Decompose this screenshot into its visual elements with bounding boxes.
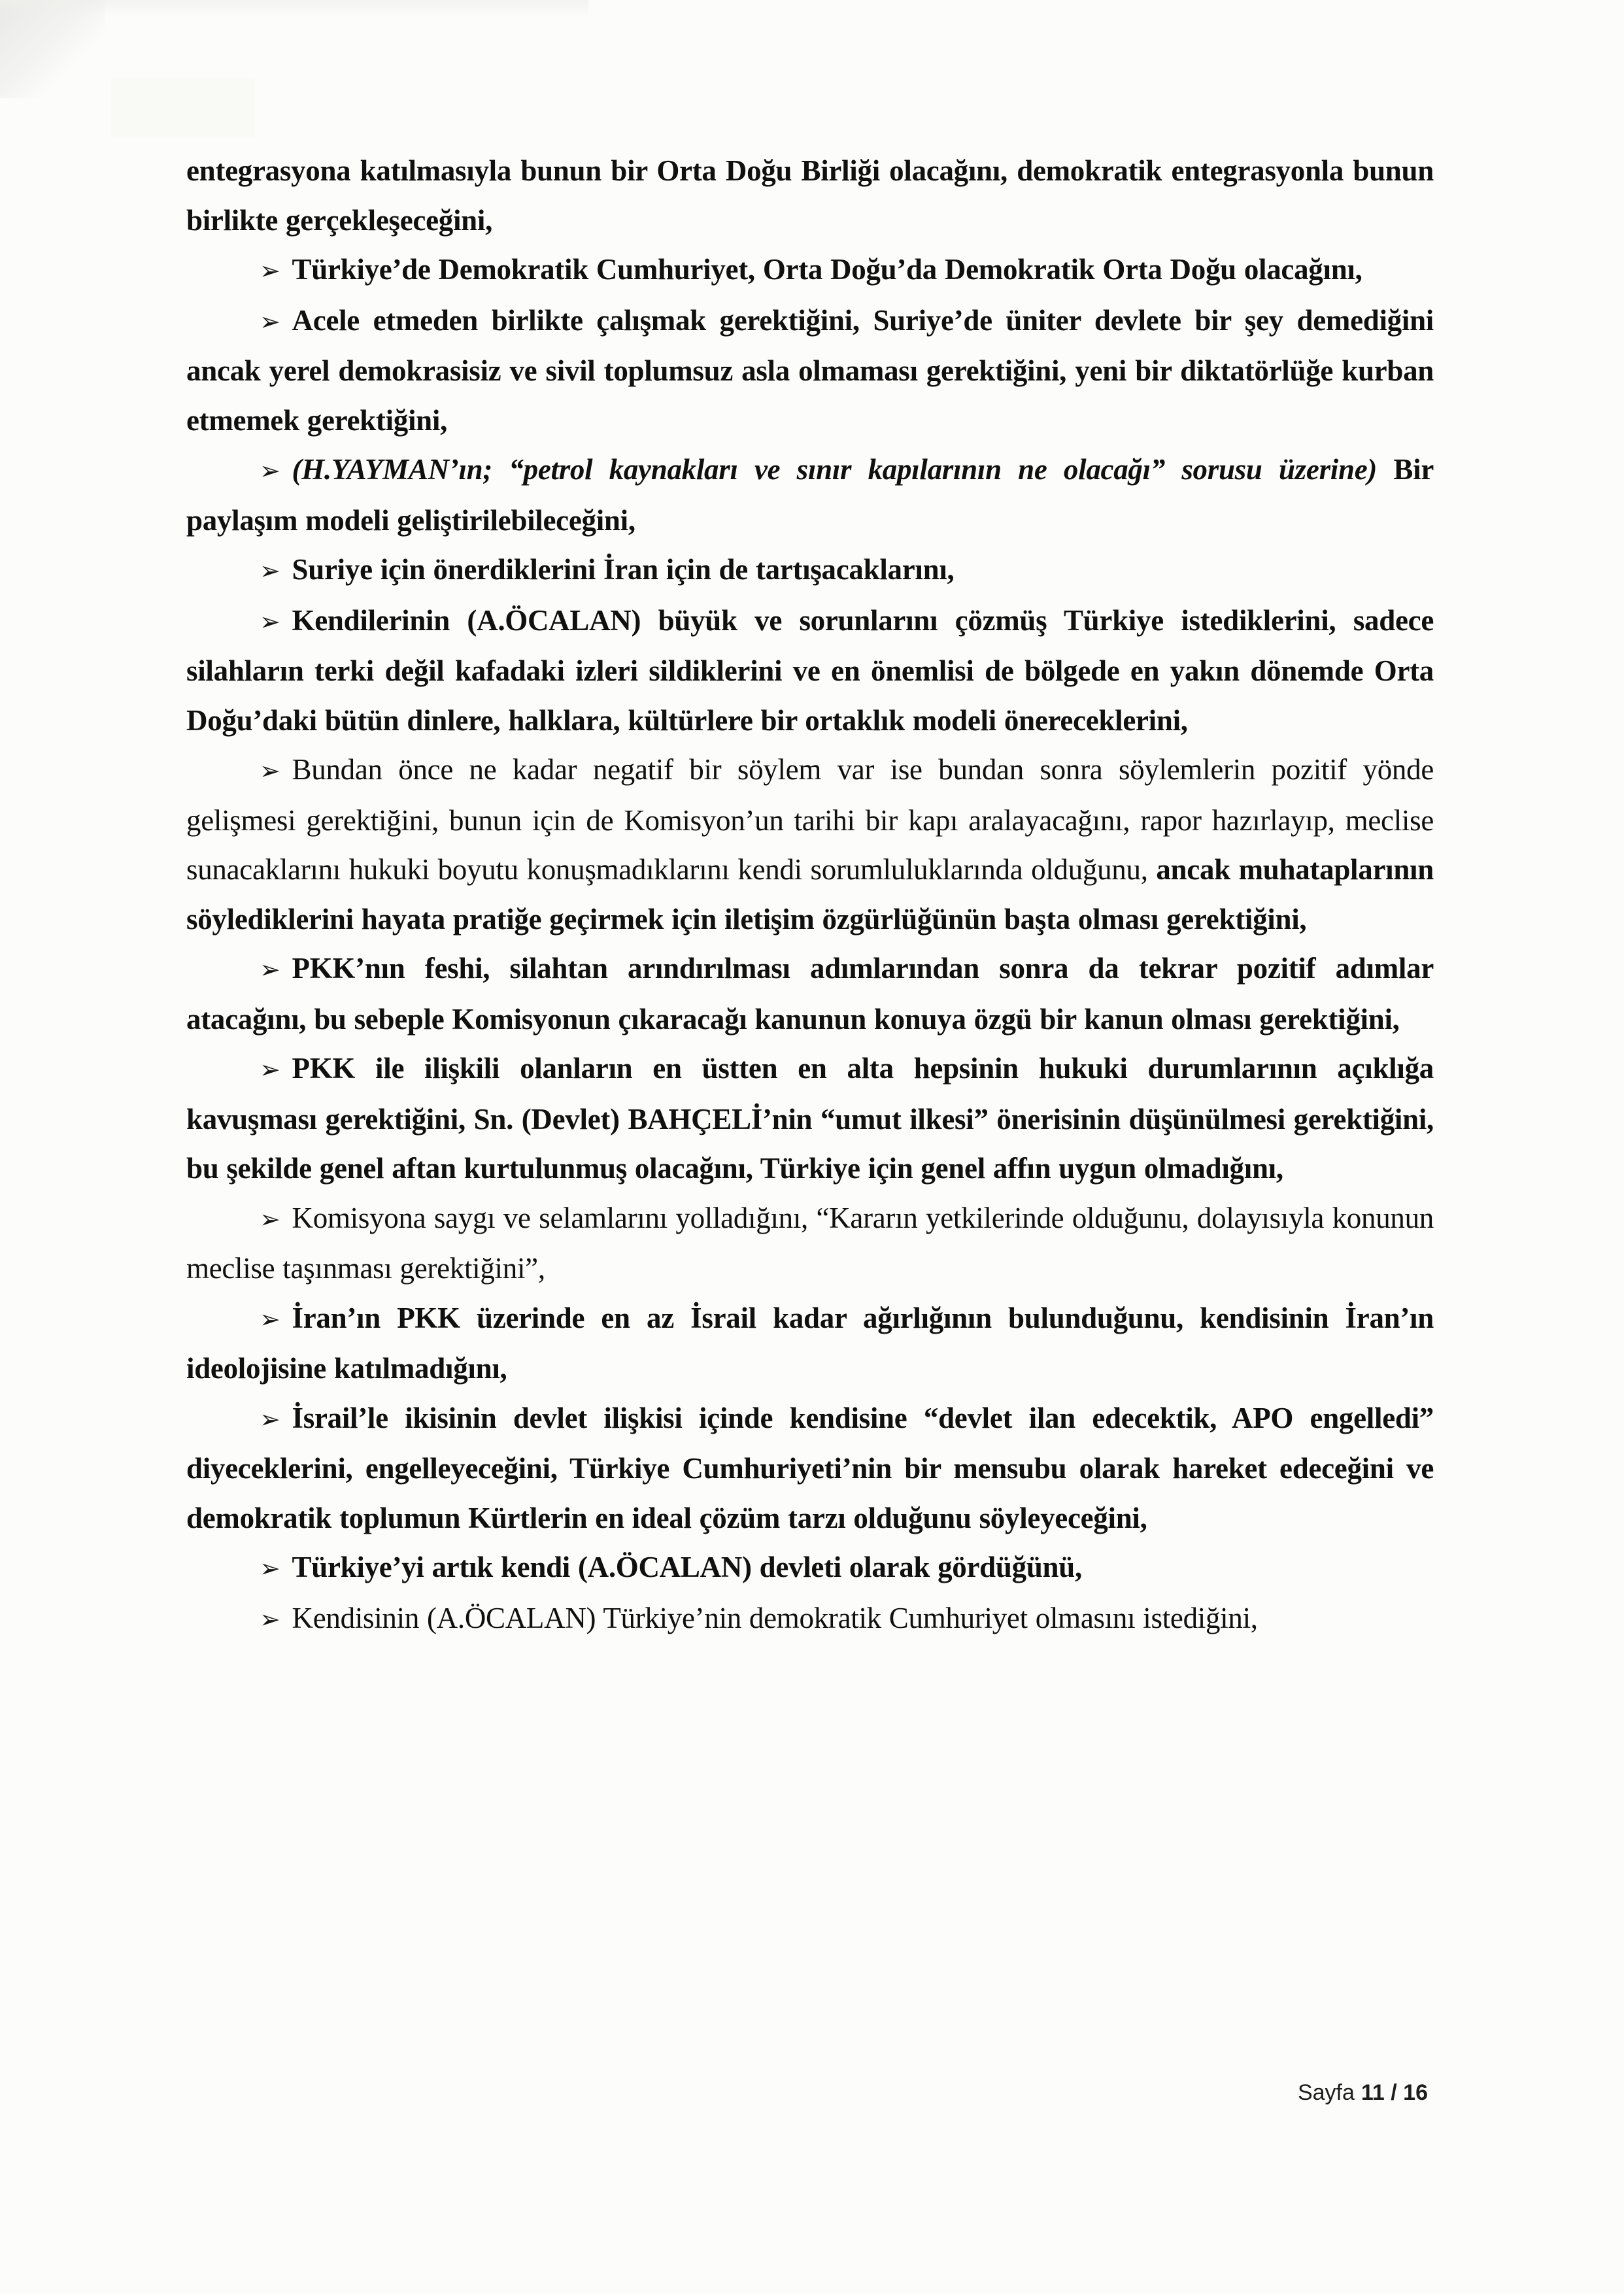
footer-page-label: Sayfa: [1297, 2080, 1355, 2105]
bullet-arrow-icon: ➢: [260, 756, 280, 785]
text-run: (H.YAYMAN’ın; “petrol kaynakları ve sınır kapılarının ne olacağı” sorusu üzerine): [292, 453, 1394, 486]
paragraph: [186, 245, 1434, 296]
scan-artifact-corner: [0, 0, 105, 98]
text-run: Acele etmeden birlikte çalışmak gerektiğini, Suriye’de üniter devlete bir şey demediğini ancak yerel demokrasisiz ve sivil toplumsuz asla olmaması gerektiğini, yeni bir diktatörlüğe kurban etmemek gerektiğini,: [186, 303, 1434, 437]
bullet-arrow-icon: ➢: [260, 607, 280, 636]
bullet-arrow-icon: ➢: [260, 1055, 280, 1084]
text-run: Türkiye’yi artık kendi (A.ÖCALAN) devleti olarak gördüğünü,: [292, 1551, 1082, 1583]
paragraph: [186, 1394, 1434, 1543]
text-run: entegrasyona katılmasıyla bunun bir Orta Doğu Birliği olacağını, demokratik entegrasyonla bunun birlikte gerçekleşeceğini,: [186, 154, 1434, 237]
paragraph: [186, 1543, 1434, 1594]
paragraph: [186, 545, 1434, 596]
text-run: Bir paylaşım modeli geliştirilebileceğini,: [186, 453, 1434, 537]
paragraph: [186, 1294, 1434, 1394]
paragraph: [186, 296, 1434, 446]
paragraph: [186, 1194, 1434, 1294]
text-run: İran’ın PKK üzerinde en az İsrail kadar ağırlığının bulunduğunu, kendisinin İran’ın ideolojisine katılmadığını,: [186, 1301, 1434, 1385]
scan-artifact-top-band: [0, 0, 588, 17]
paragraph: [186, 596, 1434, 746]
paragraph: [186, 944, 1434, 1044]
text-run: Türkiye’de Demokratik Cumhuriyet, Orta Doğu’da Demokratik Orta Doğu olacağını,: [292, 253, 1362, 286]
paragraph: [186, 1594, 1434, 1645]
bullet-arrow-icon: ➢: [260, 1304, 280, 1334]
text-run: Suriye için önerdiklerini İran için de tartışacaklarını,: [292, 553, 955, 586]
document-body: [186, 146, 1434, 1644]
footer-page-number: 11 / 16: [1361, 2080, 1428, 2105]
bullet-arrow-icon: ➢: [260, 1204, 280, 1234]
paragraph: [186, 1044, 1434, 1194]
bullet-arrow-icon: ➢: [260, 307, 280, 336]
paragraph: [186, 146, 1434, 245]
bullet-arrow-icon: ➢: [260, 456, 280, 485]
page-footer: [1298, 2080, 1428, 2106]
bullet-arrow-icon: ➢: [260, 1554, 280, 1583]
scan-artifact-patch: [111, 78, 255, 137]
text-run: Bundan önce ne kadar negatif bir söylem var ise bundan sonra söylemlerin pozitif yönde gelişmesi gerektiğini, bunun için de Komisyon’un tarihi bir kapı aralayacağını, rapor hazırlayıp, meclise sunacaklarını hukuki boyutu konuşmadıklarını kendi sorumluluklarında olduğunu,: [186, 753, 1434, 886]
text-run: İsrail’le ikisinin devlet ilişkisi içinde kendisine “devlet ilan edecektik, APO engelledi” diyeceklerini, engelleyeceğini, Türkiye Cumhuriyeti’nin bir mensubu olarak hareket edeceğini ve demokratik toplumun Kürtlerin en ideal çözüm tarzı olduğunu söyleyeceğini,: [186, 1401, 1434, 1534]
text-run: PKK’nın feshi, silahtan arındırılması adımlarından sonra da tekrar pozitif adımlar atacağını, bu sebeple Komisyonun çıkaracağı kanunun konuya özgü bir kanun olması gerektiğini,: [186, 952, 1434, 1036]
bullet-arrow-icon: ➢: [260, 1404, 280, 1434]
text-run: Kendilerinin (A.ÖCALAN) büyük ve sorunlarını çözmüş Türkiye istediklerini, sadece silahların terki değil kafadaki izleri sildiklerini ve en önemlisi de bölgede en yakın dönemde Orta Doğu’daki bütün dinlere, halklara, kültürlere bir ortaklık modeli önereceklerini,: [186, 603, 1434, 737]
text-run: PKK ile ilişkili olanların en üstten en alta hepsinin hukuki durumlarının açıklığa kavuşması gerektiğini, Sn. (Devlet) BAHÇELİ’nin “umut ilkesi” önerisinin düşünülmesi gerektiğini, bu şekilde genel aftan kurtulunmuş olacağını, Türkiye için genel affın uygun olmadığını,: [186, 1052, 1434, 1185]
bullet-arrow-icon: ➢: [260, 955, 280, 984]
paragraph: [186, 445, 1434, 545]
bullet-arrow-icon: ➢: [260, 256, 280, 285]
text-run: Kendisinin (A.ÖCALAN) Türkiye’nin demokratik Cumhuriyet olmasını istediğini,: [292, 1601, 1258, 1634]
text-run: ancak muhataplarının söylediklerini hayata pratiğe geçirmek için iletişim özgürlüğünün başta olması gerektiğini,: [186, 853, 1434, 936]
paragraph: [186, 745, 1434, 944]
bullet-arrow-icon: ➢: [260, 556, 280, 585]
text-run: Komisyona saygı ve selamlarını yolladığını, “Kararın yetkilerinde olduğunu, dolayısıyla konunun meclise taşınması gerektiğini”,: [186, 1201, 1434, 1285]
bullet-arrow-icon: ➢: [260, 1604, 280, 1634]
